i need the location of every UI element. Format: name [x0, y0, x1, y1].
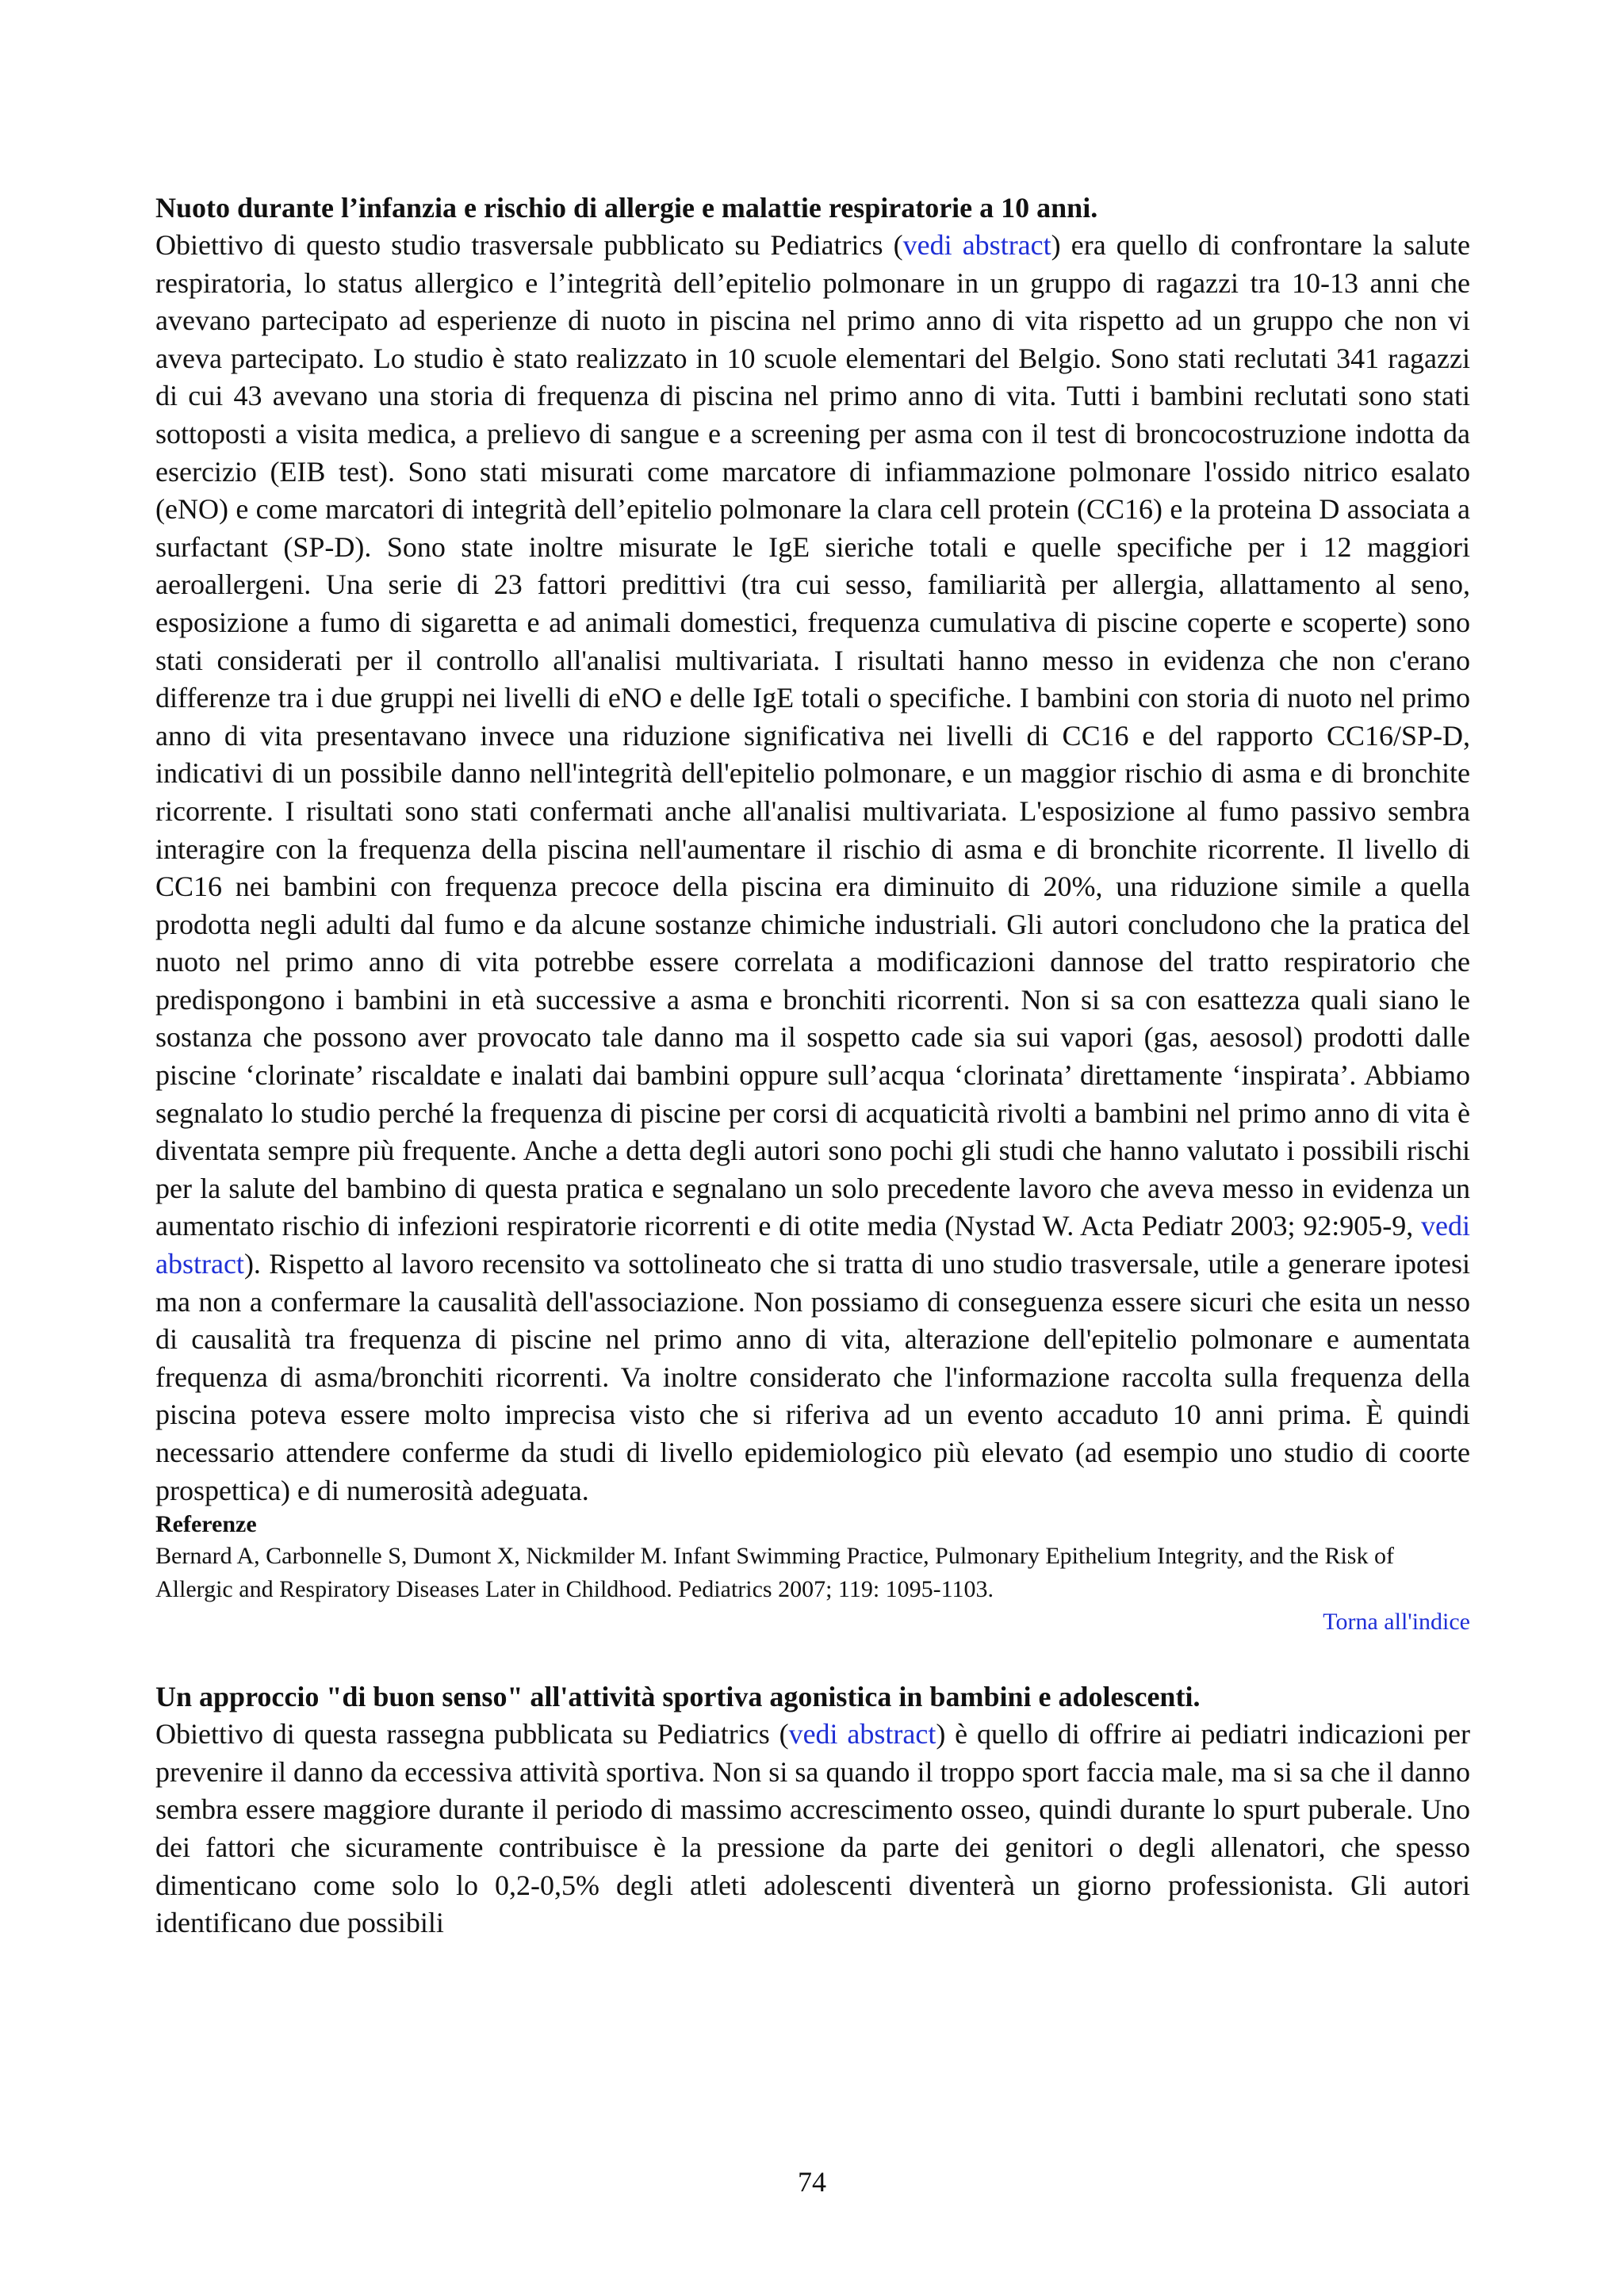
body-text-segment: ) è quello di offrire ai pediatri indicazioni per prevenire il danno da eccessiva attività sportiva. Non si sa quando il troppo sport faccia male, ma si sa che il danno sembra essere maggiore durante il periodo di massimo accrescimento osseo, quindi durante lo spurt puberale. Uno dei fattori che sicuramente contribuisce è la pressione da parte dei genitori o degli allenatori, che spesso dimenticano come solo lo 0,2-0,5% degli atleti adolescenti diventerà un giorno professionista. Gli autori identificano due possibili — [155, 1718, 1470, 1939]
body-text-segment: Obiettivo di questa rassegna pubblicata su Pediatrics ( — [155, 1718, 789, 1751]
reference-citation: Bernard A, Carbonnelle S, Dumont X, Nickmilder M. Infant Swimming Practice, Pulmonary Epithelium Integrity, and the Risk of Allergic and Respiratory Diseases Later in Childhood. Pediatrics 2007; 119: 1095-1103. — [155, 1543, 1394, 1603]
article-title: Un approccio "di buon senso" all'attività sportiva agonistica in bambini e adolescenti. — [155, 1681, 1201, 1713]
body-text-segment: ) era quello di confrontare la salute respiratoria, lo status allergico e l’integrità dell’epitelio polmonare in un gruppo di ragazzi tra 10-13 anni che avevano partecipato ad esperienze di nuoto in piscina nel primo anno di vita rispetto ad un gruppo che non vi aveva partecipato. Lo studio è stato realizzato in 10 scuole elementari del Belgio. Sono stati reclutati 341 ragazzi di cui 43 avevano una storia di frequenza di piscina nel primo anno di vita. Tutti i bambini reclutati sono stati sottoposti a visita medica, a prelievo di sangue e a screening per asma con il test di broncocostruzione indotta da esercizio (EIB test). Sono stati misurati come marcatore di infiammazione polmonare l'ossido nitrico esalato (eNO) e come marcatori di integrità dell’epitelio polmonare la clara cell protein (CC16) e la proteina D associata a surfactant (SP-D). Sono state inoltre misurate le IgE sieriche totali e quelle specifiche per i 12 maggiori aeroallergeni. Una serie di 23 fattori predittivi (tra cui sesso, familiarità per allergia, allattamento al seno, esposizione a fumo di sigaretta e ad animali domestici, frequenza cumulativa di piscine coperte e scoperte) sono stati considerati per il controllo all'analisi multivariata. I risultati hanno messo in evidenza che non c'erano differenze tra i due gruppi nei livelli di eNO e delle IgE totali o specifiche. I bambini con storia di nuoto nel primo anno di vita presentavano invece una riduzione significativa nei livelli di CC16 e del rapporto CC16/SP-D, indicativi di un possibile danno nell'integrità dell'epitelio polmonare, e un maggior rischio di asma e di bronchite ricorrente. I risultati sono stati confermati anche all'analisi multivariata. L'esposizione al fumo passivo sembra interagire con la frequenza della piscina nell'aumentare il rischio di asma e di bronchite ricorrente. Il livello di CC16 nei bambini con frequenza precoce della piscina era diminuito di 20%, una riduzione simile a quella prodotta negli adulti dal fumo e da alcune sostanze chimiche industriali. Gli autori concludono che la pratica del nuoto nel primo anno di vita potrebbe essere correlata a modificazioni dannose del tratto respiratorio che predispongono i bambini in età successive a asma e bronchiti ricorrenti. Non si sa con esattezza quali siano le sostanza che possono aver provocato tale danno ma il sospetto cade sia sui vapori (gas, aesosol) prodotti dalle piscine ‘clorinate’ riscaldate e inalati dai bambini oppure sull’acqua ‘clorinata’ direttamente ‘inspirata’. Abbiamo segnalato lo studio perché la frequenza di piscine per corsi di acquaticità rivolti a bambini nel primo anno di vita è diventata sempre più frequente. Anche a detta degli autori sono pochi gli studi che hanno valutato i possibili rischi per la salute del bambino di questa pratica e segnalano un solo precedente lavoro che aveva messo in evidenza un aumentato rischio di infezioni respiratorie ricorrenti e di otite media (Nystad W. Acta Pediatr 2003; 92:905-9, — [155, 229, 1471, 1242]
body-text-segment: Obiettivo di questo studio trasversale pubblicato su Pediatrics ( — [155, 229, 903, 261]
back-to-index-row — [155, 1606, 1470, 1638]
abstract-link[interactable]: vedi abstract — [788, 1718, 936, 1751]
article-sport-adolescents — [155, 1678, 1470, 1942]
document-page — [155, 189, 1470, 1942]
back-to-index-link[interactable]: Torna all'indice — [1323, 1609, 1470, 1636]
article-title: Nuoto durante l’infanzia e rischio di allergie e malattie respiratorie a 10 anni. — [155, 192, 1098, 224]
article-body — [155, 227, 1470, 1510]
article-infant-swimming — [155, 189, 1470, 1638]
abstract-link[interactable]: vedi abstract — [902, 229, 1051, 261]
page-number: 74 — [798, 2166, 826, 2198]
abstract-link-nystad[interactable]: vedi abstract — [155, 1210, 1470, 1280]
body-text-segment: ). Rispetto al lavoro recensito va sottolineato che si tratta di uno studio trasversale, utile a generare ipotesi ma non a confermare la causalità dell'associazione. Non possiamo di conseguenza essere sicuri che esita un nesso di causalità tra frequenza di piscine nel primo anno di vita, alterazione dell'epitelio polmonare e aumentata frequenza di asma/bronchiti ricorrenti. Va inoltre considerato che l'informazione raccolta sulla frequenza della piscina poteva essere molto imprecisa visto che si riferiva ad un evento accaduto 10 anni prima. È quindi necessario attendere conferme da studi di livello epidemiologico più elevato (ad esempio uno studio di coorte prospettica) e di numerosità adeguata. — [155, 1248, 1470, 1506]
article-body — [155, 1716, 1470, 1942]
references-heading: Referenze — [155, 1511, 257, 1538]
